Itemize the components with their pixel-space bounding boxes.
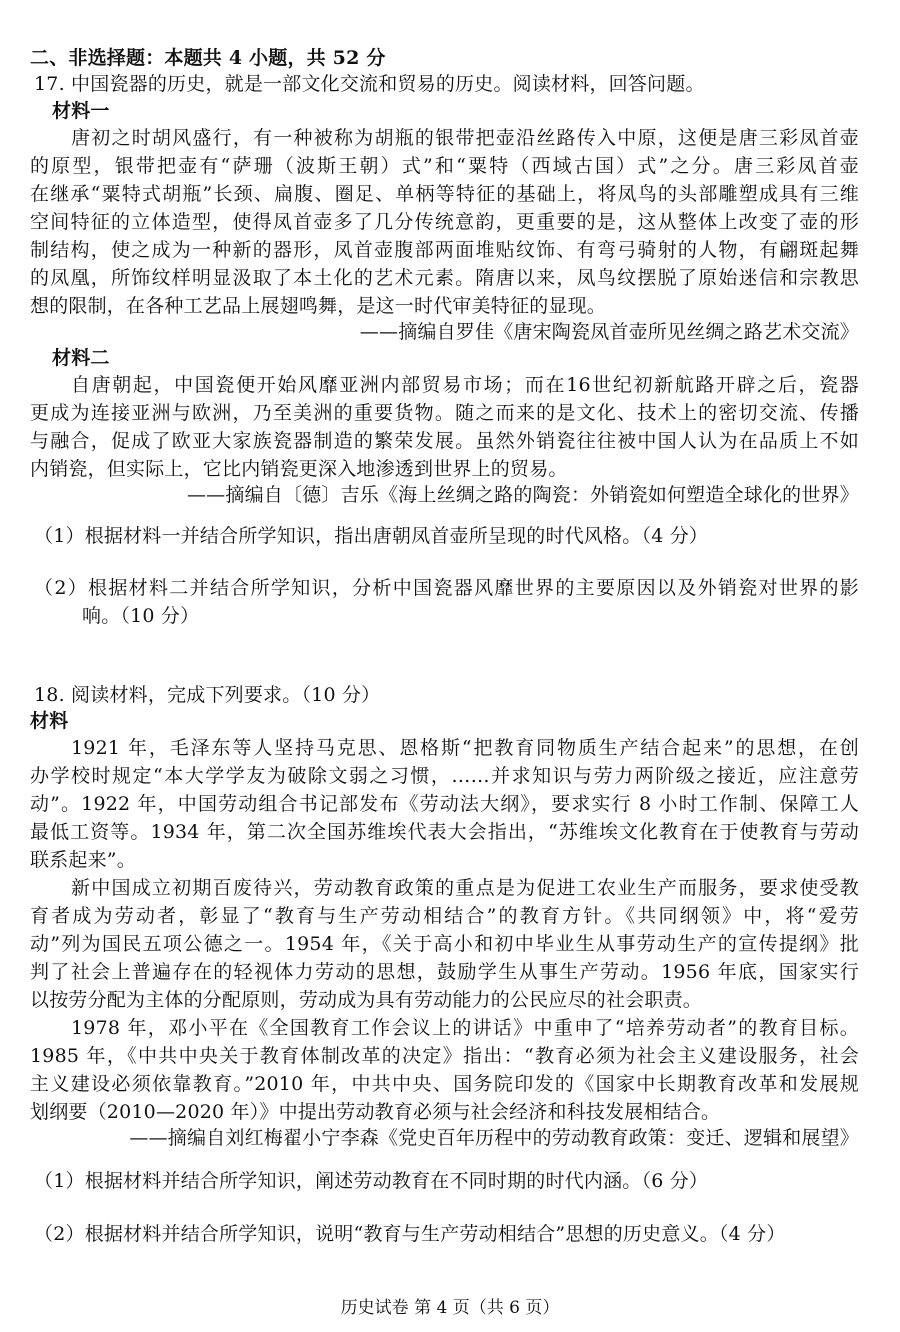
q17-material2-source: ——摘编自〔德〕吉乐《海上丝绸之路的陶瓷：外销瓷如何塑造全球化的世界》: [186, 484, 859, 506]
q18-subquestion-1: （1）根据材料并结合所学知识，阐述劳动教育在不同时期的时代内涵。（6 分）: [34, 1170, 709, 1192]
q18-material-line: 新中国成立初期百废待兴，劳动教育政策的重点是为促进工农业生产而服务，要求使受教: [71, 877, 859, 899]
q18-material-line: 划纲要（2010—2020 年）》中提出劳动教育必须与社会经济和科技发展相结合。: [30, 1101, 721, 1123]
q18-material-line: 动”列为国民五项公德之一。1954 年，《关于高小和初中毕业生从事劳动生产的宣传提纲》批: [30, 933, 859, 955]
q17-material2-line: 与融合，促成了欧亚大家族瓷器制造的繁荣发展。虽然外销瓷往往被中国人认为在品质上不如: [30, 430, 859, 452]
q18-material-line: 1985 年，《中共中央关于教育体制改革的决定》指出：“教育必须为社会主义建设服务，社会: [30, 1045, 859, 1067]
q18-material-line: 动”。1922 年，中国劳动组合书记部发布《劳动法大纲》，要求实行 8 小时工作制、保障工人: [30, 793, 859, 815]
q17-material1-line: 在继承“粟特式胡瓶”长颈、扁腹、圈足、单柄等特征的基础上，将凤鸟的头部雕塑成具有三维: [30, 183, 859, 205]
q18-material-line: 判了社会上普遍存在的轻视体力劳动的思想，鼓励学生从事生产劳动。1956 年底，国家实行: [30, 961, 859, 983]
section-title: 二、非选择题：本题共 4 小题，共 52 分: [30, 47, 386, 69]
q18-material-title: 材料: [30, 710, 69, 732]
q18-subquestion-2: （2）根据材料并结合所学知识，说明“教育与生产劳动相结合”思想的历史意义。（4 分）: [34, 1223, 786, 1245]
q18-material-line: 以按劳分配为主体的分配原则，劳动成为具有劳动能力的公民应尽的社会职责。: [30, 989, 703, 1011]
q17-material1-line: 唐初之时胡风盛行，有一种被称为胡瓶的银带把壶沿丝路传入中原，这便是唐三彩凤首壶: [71, 127, 859, 149]
q17-material1-line: 空间特征的立体造型，使得凤首壶多了几分传统意韵，更重要的是，这从整体上改变了壶的形: [30, 211, 859, 233]
q18-material-line: 联系起来”。: [30, 849, 136, 871]
q18-material-line: 1921 年，毛泽东等人坚持马克思、恩格斯“把教育同物质生产结合起来”的思想，在创: [71, 737, 859, 759]
q17-material1-title: 材料一: [52, 100, 110, 122]
q18-material-line: 1978 年，邓小平在《全国教育工作会议上的讲话》中重申了“培养劳动者”的教育目标。: [71, 1017, 859, 1039]
q18-material-line: 育者成为劳动者，彰显了“教育与生产劳动相结合”的教育方针。《共同纲领》中，将“爱劳: [30, 905, 859, 927]
q18-material-line: 办学校时规定“本大学学友为破除文弱之习惯，……并求知识与劳力两阶级之接近，应注意劳: [30, 765, 859, 787]
q17-material1-line: 的原型，银带把壶有“萨珊（波斯王朝）式”和“粟特（西域古国）式”之分。唐三彩凤首壶: [30, 155, 859, 177]
q17-material2-line: 更成为连接亚洲与欧洲，乃至美洲的重要货物。随之而来的是文化、技术上的密切交流、传播: [30, 402, 859, 424]
q17-material2-line: 自唐朝起，中国瓷便开始风靡亚洲内部贸易市场；而在16世纪初新航路开辟之后，瓷器: [71, 374, 859, 396]
page-footer: 历史试卷 第 4 页（共 6 页）: [340, 1298, 560, 1318]
q17-subquestion-1: （1）根据材料一并结合所学知识，指出唐朝凤首壶所呈现的时代风格。（4 分）: [34, 525, 709, 547]
q18-material-line: 主义建设必须依靠教育。”2010 年，中共中央、国务院印发的《国家中长期教育改革和发展规: [30, 1073, 859, 1095]
q18-stem: 18. 阅读材料，完成下列要求。（10 分）: [34, 684, 381, 706]
q17-subquestion-2: （2）根据材料二并结合所学知识，分析中国瓷器风靡世界的主要原因以及外销瓷对世界的影: [34, 577, 859, 599]
q18-material-source: ——摘编自刘红梅翟小宁李森《党史百年历程中的劳动教育政策：变迁、逻辑和展望》: [129, 1127, 859, 1149]
q18-material-line: 最低工资等。1934 年，第二次全国苏维埃代表大会指出，“苏维埃文化教育在于使教育与劳动: [30, 821, 859, 843]
q17-subquestion-2-cont: 响。（10 分）: [82, 605, 200, 627]
q17-material2-line: 内销瓷，但实际上，它比内销瓷更深入地渗透到世界上的贸易。: [30, 458, 568, 480]
q17-material1-line: 制结构，使之成为一种新的器形，凤首壶腹部两面堆贴纹饰、有弯弓骑射的人物，有翩斑起舞: [30, 239, 859, 261]
q17-stem: 17. 中国瓷器的历史，就是一部文化交流和贸易的历史。阅读材料，回答问题。: [34, 73, 705, 95]
q17-material2-title: 材料二: [52, 347, 110, 369]
q17-material1-line: 想的限制，在各种工艺品上展翅鸣舞，是这一时代审美特征的显现。: [30, 295, 607, 317]
q17-material1-line: 的凤凰，所饰纹样明显汲取了本土化的艺术元素。隋唐以来，凤鸟纹摆脱了原始迷信和宗教思: [30, 267, 859, 289]
q17-material1-source: ——摘编自罗佳《唐宋陶瓷凤首壶所见丝绸之路艺术交流》: [359, 321, 859, 343]
